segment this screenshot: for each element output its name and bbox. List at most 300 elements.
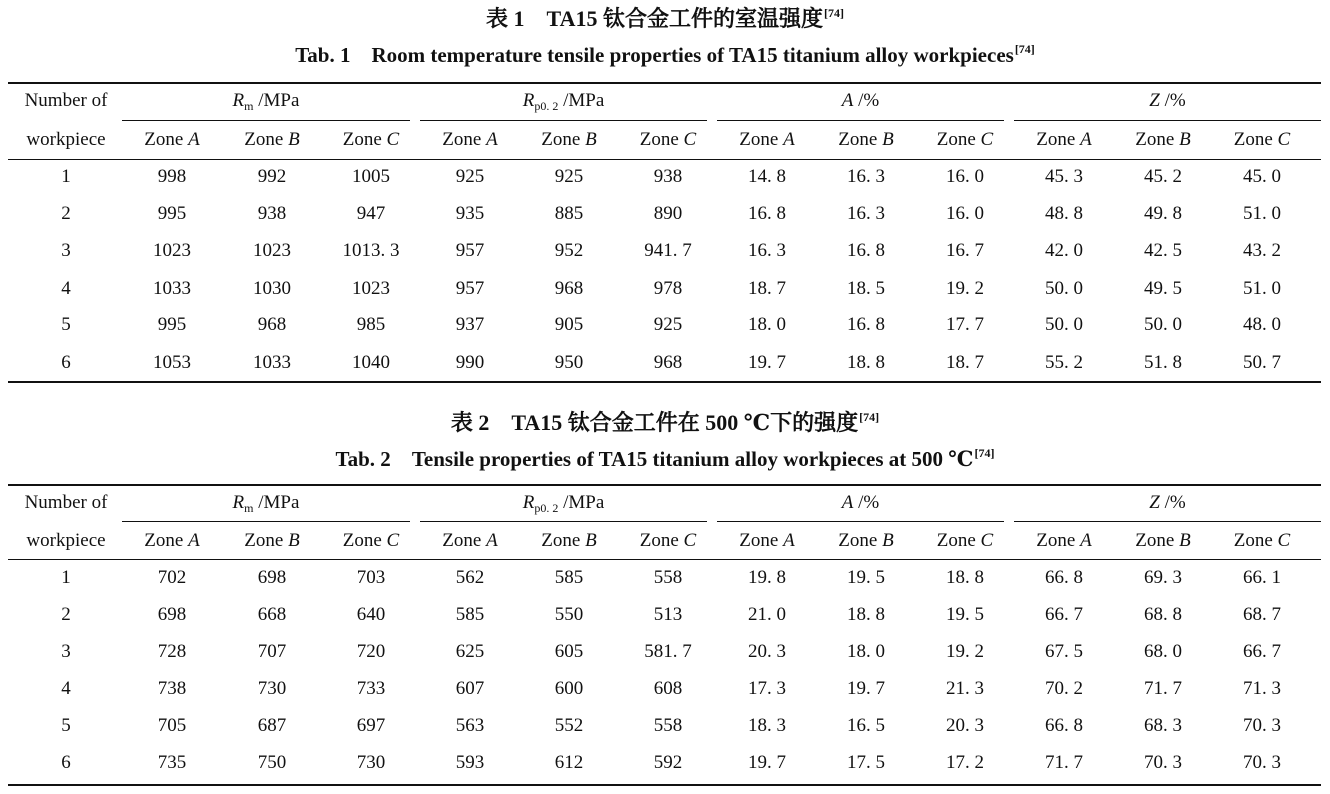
table-cell: 50. 7 bbox=[1243, 352, 1281, 373]
table-cell: 625 bbox=[455, 641, 485, 662]
table-cell: 952 bbox=[554, 240, 584, 261]
table-cell: 16. 8 bbox=[847, 314, 885, 335]
group-unit: /% bbox=[853, 90, 880, 111]
table-cell: 18. 5 bbox=[847, 278, 885, 299]
group-symbol: R bbox=[522, 90, 535, 111]
zone-letter: B bbox=[882, 530, 894, 551]
zone-header bbox=[838, 129, 893, 151]
zone-header bbox=[838, 530, 893, 552]
table-caption-en bbox=[0, 446, 1330, 472]
zone-header bbox=[343, 530, 399, 552]
group-symbol: A bbox=[841, 90, 854, 111]
table-cell: 992 bbox=[257, 166, 287, 187]
zone-word: Zone bbox=[838, 530, 883, 551]
table-cell: 1040 bbox=[352, 352, 390, 373]
table-cell: 21. 3 bbox=[946, 678, 984, 699]
table-cell: 18. 0 bbox=[847, 641, 885, 662]
table-cell: 885 bbox=[554, 203, 584, 224]
table-cell: 925 bbox=[455, 166, 485, 187]
table-bottom-rule bbox=[8, 784, 1321, 786]
zone-word: Zone bbox=[1135, 530, 1180, 551]
group-underline bbox=[1014, 120, 1321, 121]
workpiece-number: 5 bbox=[61, 314, 71, 335]
zone-letter: C bbox=[980, 530, 994, 551]
zone-letter: C bbox=[386, 129, 400, 150]
caption-en-text: Tensile properties of TA15 titanium alloy workpieces at 500 ℃ bbox=[411, 447, 974, 471]
workpiece-number: 2 bbox=[61, 604, 71, 625]
zone-header bbox=[442, 530, 497, 552]
zone-header bbox=[1135, 129, 1190, 151]
workpiece-number: 6 bbox=[61, 752, 71, 773]
table-cell: 705 bbox=[157, 715, 187, 736]
zone-label bbox=[244, 129, 299, 150]
table-cell: 558 bbox=[653, 715, 683, 736]
caption-cn-text: TA15 钛合金工件的室温强度 bbox=[546, 6, 823, 31]
zone-header bbox=[640, 129, 696, 151]
zone-header bbox=[1036, 129, 1091, 151]
table-cell: 16. 0 bbox=[946, 203, 984, 224]
zone-label bbox=[739, 530, 794, 551]
column-header-number-of: Number of bbox=[24, 90, 108, 111]
table-cell: 17. 2 bbox=[946, 752, 984, 773]
workpiece-number: 1 bbox=[61, 567, 71, 588]
table-cell: 17. 7 bbox=[946, 314, 984, 335]
zone-label bbox=[1234, 530, 1290, 551]
table-cell: 19. 7 bbox=[847, 678, 885, 699]
zone-header bbox=[343, 129, 399, 151]
zone-header bbox=[937, 129, 993, 151]
zone-label bbox=[739, 129, 794, 150]
table-cell: 14. 8 bbox=[748, 166, 786, 187]
table-cell: 750 bbox=[257, 752, 287, 773]
zone-header bbox=[244, 129, 299, 151]
table-cell: 20. 3 bbox=[946, 715, 984, 736]
zone-letter: A bbox=[1080, 530, 1092, 551]
group-underline bbox=[122, 120, 410, 121]
table-cell: 585 bbox=[455, 604, 485, 625]
caption-en-prefix: Tab. 2 bbox=[335, 447, 391, 471]
group-underline bbox=[122, 521, 410, 522]
table-cell: 67. 5 bbox=[1045, 641, 1083, 662]
zone-label bbox=[343, 129, 399, 150]
group-underline bbox=[717, 521, 1004, 522]
zone-word: Zone bbox=[144, 530, 189, 551]
table-cell: 49. 8 bbox=[1144, 203, 1182, 224]
group-symbol: R bbox=[232, 492, 245, 513]
table-cell: 998 bbox=[157, 166, 187, 187]
group-header bbox=[523, 90, 605, 114]
table-cell: 42. 0 bbox=[1045, 240, 1083, 261]
workpiece-number: 3 bbox=[61, 641, 71, 662]
table-cell: 925 bbox=[554, 166, 584, 187]
workpiece-number: 1 bbox=[61, 166, 71, 187]
table-cell: 738 bbox=[157, 678, 187, 699]
table-cell: 19. 7 bbox=[748, 752, 786, 773]
table-cell: 19. 8 bbox=[748, 567, 786, 588]
zone-label bbox=[541, 129, 596, 150]
group-underline bbox=[420, 521, 707, 522]
table-cell: 68. 7 bbox=[1243, 604, 1281, 625]
table-cell: 50. 0 bbox=[1045, 278, 1083, 299]
table-header-rule bbox=[8, 159, 1321, 160]
zone-word: Zone bbox=[1036, 129, 1081, 150]
zone-word: Zone bbox=[342, 129, 387, 150]
table-cell: 720 bbox=[356, 641, 386, 662]
zone-label bbox=[244, 530, 299, 551]
zone-word: Zone bbox=[442, 530, 487, 551]
zone-letter: B bbox=[288, 129, 300, 150]
table-cell: 21. 0 bbox=[748, 604, 786, 625]
zone-word: Zone bbox=[936, 530, 981, 551]
group-header bbox=[842, 492, 879, 514]
caption-en-reference: [74] bbox=[1014, 42, 1035, 56]
caption-en-text: Room temperature tensile properties of TA15 titanium alloy workpieces bbox=[371, 43, 1014, 67]
zone-word: Zone bbox=[342, 530, 387, 551]
zone-word: Zone bbox=[541, 129, 586, 150]
zone-word: Zone bbox=[244, 530, 289, 551]
table-cell: 607 bbox=[455, 678, 485, 699]
table-cell: 48. 8 bbox=[1045, 203, 1083, 224]
zone-letter: C bbox=[1277, 530, 1291, 551]
table-cell: 66. 1 bbox=[1243, 567, 1281, 588]
zone-header bbox=[739, 129, 794, 151]
zone-letter: C bbox=[683, 129, 697, 150]
zone-header bbox=[1036, 530, 1091, 552]
table-cell: 71. 7 bbox=[1144, 678, 1182, 699]
table-cell: 68. 3 bbox=[1144, 715, 1182, 736]
table-cell: 18. 7 bbox=[748, 278, 786, 299]
table-cell: 605 bbox=[554, 641, 584, 662]
table-cell: 16. 8 bbox=[748, 203, 786, 224]
table-cell: 968 bbox=[653, 352, 683, 373]
table-cell: 16. 3 bbox=[847, 166, 885, 187]
table-cell: 1023 bbox=[153, 240, 191, 261]
table-cell: 552 bbox=[554, 715, 584, 736]
table-top-rule bbox=[8, 484, 1321, 486]
zone-header bbox=[640, 530, 696, 552]
zone-letter: B bbox=[1179, 129, 1191, 150]
table-cell: 968 bbox=[257, 314, 287, 335]
zone-word: Zone bbox=[1233, 129, 1278, 150]
zone-word: Zone bbox=[144, 129, 189, 150]
workpiece-number: 6 bbox=[61, 352, 71, 373]
zone-label bbox=[1036, 530, 1091, 551]
zone-word: Zone bbox=[838, 129, 883, 150]
zone-label bbox=[640, 129, 696, 150]
zone-label bbox=[937, 530, 993, 551]
zone-word: Zone bbox=[639, 129, 684, 150]
table-cell: 70. 3 bbox=[1144, 752, 1182, 773]
zone-letter: B bbox=[1179, 530, 1191, 551]
table-cell: 562 bbox=[455, 567, 485, 588]
table-cell: 1005 bbox=[352, 166, 390, 187]
table-cell: 45. 3 bbox=[1045, 166, 1083, 187]
zone-label bbox=[838, 530, 893, 551]
table-cell: 18. 3 bbox=[748, 715, 786, 736]
table-cell: 16. 5 bbox=[847, 715, 885, 736]
table-cell: 20. 3 bbox=[748, 641, 786, 662]
caption-en-prefix: Tab. 1 bbox=[295, 43, 351, 67]
table-cell: 19. 2 bbox=[946, 641, 984, 662]
zone-letter: A bbox=[783, 530, 795, 551]
zone-label bbox=[1135, 129, 1190, 150]
caption-cn-reference: [74] bbox=[823, 6, 844, 20]
table-cell: 18. 8 bbox=[946, 567, 984, 588]
table-cell: 19. 5 bbox=[847, 567, 885, 588]
table-cell: 16. 8 bbox=[847, 240, 885, 261]
table-cell: 990 bbox=[455, 352, 485, 373]
table-cell: 558 bbox=[653, 567, 683, 588]
zone-letter: A bbox=[188, 129, 200, 150]
column-header-workpiece: workpiece bbox=[26, 129, 106, 150]
zone-label bbox=[144, 530, 199, 551]
table-cell: 1033 bbox=[253, 352, 291, 373]
group-symbol: Z bbox=[1149, 90, 1160, 111]
table-cell: 550 bbox=[554, 604, 584, 625]
zone-header bbox=[1234, 129, 1290, 151]
zone-header bbox=[937, 530, 993, 552]
group-header bbox=[842, 90, 879, 112]
zone-word: Zone bbox=[639, 530, 684, 551]
table-cell: 1013. 3 bbox=[342, 240, 400, 261]
group-unit: /% bbox=[853, 492, 880, 513]
table-cell: 43. 2 bbox=[1243, 240, 1281, 261]
table-cell: 687 bbox=[257, 715, 287, 736]
table-cell: 937 bbox=[455, 314, 485, 335]
table-cell: 49. 5 bbox=[1144, 278, 1182, 299]
zone-letter: B bbox=[585, 129, 597, 150]
table-cell: 70. 3 bbox=[1243, 715, 1281, 736]
zone-label bbox=[442, 129, 497, 150]
group-underline bbox=[717, 120, 1004, 121]
table-caption-en bbox=[0, 42, 1330, 68]
workpiece-number: 4 bbox=[61, 678, 71, 699]
group-subscript: p0. 2 bbox=[534, 501, 559, 515]
caption-cn-reference: [74] bbox=[859, 410, 880, 424]
group-unit: /MPa bbox=[253, 492, 300, 513]
zone-letter: C bbox=[980, 129, 994, 150]
zone-word: Zone bbox=[541, 530, 586, 551]
group-underline bbox=[1014, 521, 1321, 522]
table-cell: 1030 bbox=[253, 278, 291, 299]
zone-letter: A bbox=[486, 530, 498, 551]
zone-header bbox=[442, 129, 497, 151]
zone-label bbox=[1135, 530, 1190, 551]
group-unit: /MPa bbox=[253, 90, 300, 111]
group-symbol: Z bbox=[1149, 492, 1160, 513]
table-cell: 16. 3 bbox=[748, 240, 786, 261]
table-cell: 938 bbox=[257, 203, 287, 224]
table-cell: 66. 8 bbox=[1045, 715, 1083, 736]
table-cell: 905 bbox=[554, 314, 584, 335]
caption-en-reference: [74] bbox=[974, 446, 995, 460]
zone-label bbox=[343, 530, 399, 551]
group-unit: /% bbox=[1159, 90, 1186, 111]
table-cell: 1023 bbox=[253, 240, 291, 261]
table-cell: 71. 7 bbox=[1045, 752, 1083, 773]
table-cell: 703 bbox=[356, 567, 386, 588]
table-cell: 697 bbox=[356, 715, 386, 736]
zone-letter: A bbox=[486, 129, 498, 150]
table-cell: 600 bbox=[554, 678, 584, 699]
table-cell: 51. 8 bbox=[1144, 352, 1182, 373]
group-header bbox=[523, 492, 605, 516]
workpiece-number: 3 bbox=[61, 240, 71, 261]
table-cell: 941. 7 bbox=[644, 240, 692, 261]
table-cell: 608 bbox=[653, 678, 683, 699]
table-cell: 51. 0 bbox=[1243, 278, 1281, 299]
table-cell: 16. 3 bbox=[847, 203, 885, 224]
table-cell: 55. 2 bbox=[1045, 352, 1083, 373]
table-cell: 935 bbox=[455, 203, 485, 224]
zone-header bbox=[541, 129, 596, 151]
table-cell: 16. 7 bbox=[946, 240, 984, 261]
table-cell: 925 bbox=[653, 314, 683, 335]
column-header-workpiece: workpiece bbox=[26, 530, 106, 551]
table-cell: 45. 0 bbox=[1243, 166, 1281, 187]
zone-word: Zone bbox=[1233, 530, 1278, 551]
table-cell: 50. 0 bbox=[1045, 314, 1083, 335]
table-cell: 593 bbox=[455, 752, 485, 773]
table-cell: 70. 2 bbox=[1045, 678, 1083, 699]
table-cell: 957 bbox=[455, 240, 485, 261]
zone-label bbox=[937, 129, 993, 150]
table-cell: 585 bbox=[554, 567, 584, 588]
group-header bbox=[1149, 90, 1185, 112]
group-underline bbox=[420, 120, 707, 121]
table-cell: 947 bbox=[356, 203, 386, 224]
table-cell: 42. 5 bbox=[1144, 240, 1182, 261]
zone-letter: C bbox=[386, 530, 400, 551]
table-cell: 69. 3 bbox=[1144, 567, 1182, 588]
table-cell: 702 bbox=[157, 567, 187, 588]
table-cell: 950 bbox=[554, 352, 584, 373]
group-header bbox=[1149, 492, 1185, 514]
zone-header bbox=[541, 530, 596, 552]
zone-letter: C bbox=[683, 530, 697, 551]
table-cell: 978 bbox=[653, 278, 683, 299]
table-cell: 995 bbox=[157, 314, 187, 335]
table-cell: 17. 5 bbox=[847, 752, 885, 773]
zone-header bbox=[244, 530, 299, 552]
zone-label bbox=[640, 530, 696, 551]
workpiece-number: 2 bbox=[61, 203, 71, 224]
table-bottom-rule bbox=[8, 381, 1321, 383]
table-cell: 17. 3 bbox=[748, 678, 786, 699]
table-cell: 668 bbox=[257, 604, 287, 625]
zone-label bbox=[442, 530, 497, 551]
table-cell: 19. 7 bbox=[748, 352, 786, 373]
table-top-rule bbox=[8, 82, 1321, 84]
caption-cn-prefix: 表 1 bbox=[486, 6, 525, 31]
table-cell: 18. 8 bbox=[847, 604, 885, 625]
table-cell: 513 bbox=[653, 604, 683, 625]
zone-header bbox=[144, 530, 199, 552]
table-cell: 48. 0 bbox=[1243, 314, 1281, 335]
zone-word: Zone bbox=[739, 129, 784, 150]
workpiece-number: 5 bbox=[61, 715, 71, 736]
zone-letter: A bbox=[1080, 129, 1092, 150]
zone-header bbox=[739, 530, 794, 552]
zone-word: Zone bbox=[739, 530, 784, 551]
zone-label bbox=[1234, 129, 1290, 150]
table-cell: 18. 8 bbox=[847, 352, 885, 373]
table-cell: 730 bbox=[356, 752, 386, 773]
table-cell: 68. 0 bbox=[1144, 641, 1182, 662]
zone-word: Zone bbox=[1036, 530, 1081, 551]
zone-header bbox=[1234, 530, 1290, 552]
group-subscript: m bbox=[244, 501, 254, 515]
table-cell: 1033 bbox=[153, 278, 191, 299]
zone-letter: A bbox=[783, 129, 795, 150]
group-unit: /MPa bbox=[558, 492, 605, 513]
group-unit: /% bbox=[1159, 492, 1186, 513]
column-header-number-of: Number of bbox=[24, 492, 108, 513]
table-caption-cn bbox=[0, 2, 1330, 33]
table-cell: 68. 8 bbox=[1144, 604, 1182, 625]
table-cell: 733 bbox=[356, 678, 386, 699]
zone-letter: A bbox=[188, 530, 200, 551]
table-cell: 16. 0 bbox=[946, 166, 984, 187]
zone-header bbox=[1135, 530, 1190, 552]
zone-word: Zone bbox=[1135, 129, 1180, 150]
group-unit: /MPa bbox=[558, 90, 605, 111]
caption-cn-prefix: 表 2 bbox=[450, 410, 490, 435]
group-symbol: A bbox=[841, 492, 854, 513]
table-cell: 71. 3 bbox=[1243, 678, 1281, 699]
group-subscript: p0. 2 bbox=[534, 99, 559, 113]
group-symbol: R bbox=[232, 90, 245, 111]
table-cell: 985 bbox=[356, 314, 386, 335]
zone-letter: B bbox=[288, 530, 300, 551]
zone-label bbox=[144, 129, 199, 150]
zone-word: Zone bbox=[936, 129, 981, 150]
table-cell: 968 bbox=[554, 278, 584, 299]
table-cell: 698 bbox=[257, 567, 287, 588]
table-cell: 50. 0 bbox=[1144, 314, 1182, 335]
table-cell: 698 bbox=[157, 604, 187, 625]
table-cell: 581. 7 bbox=[644, 641, 692, 662]
zone-label bbox=[1036, 129, 1091, 150]
group-symbol: R bbox=[522, 492, 535, 513]
table-cell: 563 bbox=[455, 715, 485, 736]
caption-cn-text: TA15 钛合金工件在 500 ℃下的强度 bbox=[511, 410, 859, 435]
table-header-rule bbox=[8, 559, 1321, 560]
table-cell: 707 bbox=[257, 641, 287, 662]
workpiece-number: 4 bbox=[61, 278, 71, 299]
table-cell: 995 bbox=[157, 203, 187, 224]
zone-letter: B bbox=[882, 129, 894, 150]
table-cell: 730 bbox=[257, 678, 287, 699]
table-cell: 890 bbox=[653, 203, 683, 224]
table-cell: 728 bbox=[157, 641, 187, 662]
table-cell: 735 bbox=[157, 752, 187, 773]
table-cell: 957 bbox=[455, 278, 485, 299]
table-cell: 1053 bbox=[153, 352, 191, 373]
table-cell: 66. 7 bbox=[1045, 604, 1083, 625]
table-cell: 70. 3 bbox=[1243, 752, 1281, 773]
zone-label bbox=[541, 530, 596, 551]
table-cell: 19. 5 bbox=[946, 604, 984, 625]
zone-word: Zone bbox=[244, 129, 289, 150]
table-cell: 51. 0 bbox=[1243, 203, 1281, 224]
table-cell: 938 bbox=[653, 166, 683, 187]
zone-word: Zone bbox=[442, 129, 487, 150]
table-cell: 1023 bbox=[352, 278, 390, 299]
group-subscript: m bbox=[244, 99, 254, 113]
table-cell: 19. 2 bbox=[946, 278, 984, 299]
table-caption-cn bbox=[0, 406, 1330, 437]
